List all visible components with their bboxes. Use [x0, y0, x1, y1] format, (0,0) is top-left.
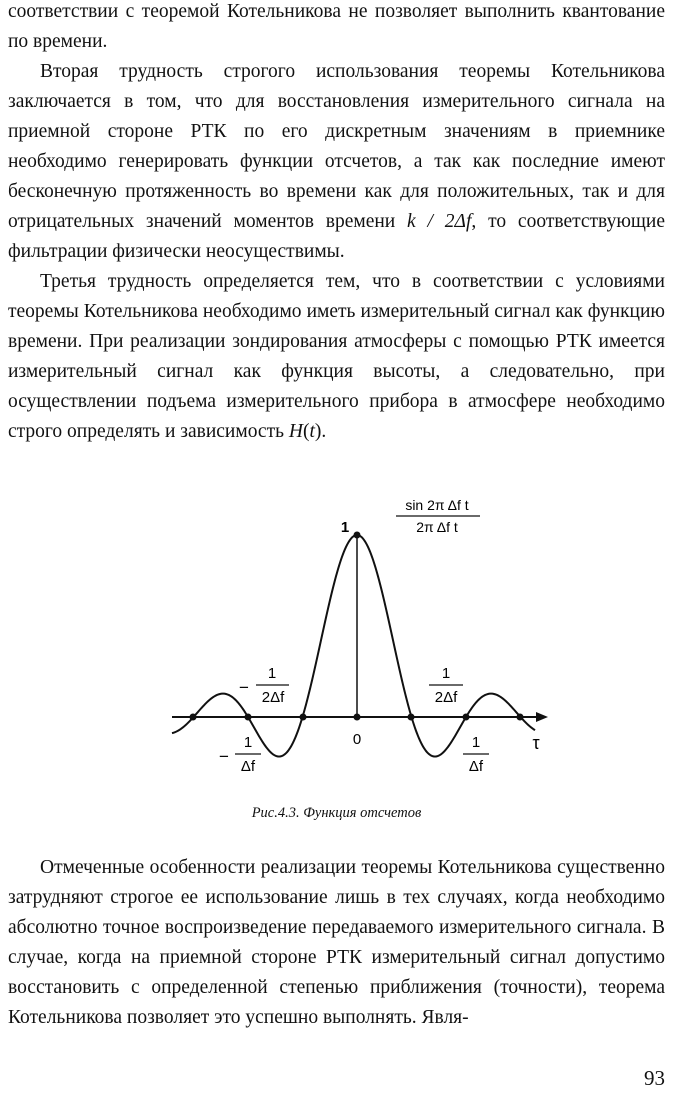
paragraph-second-difficulty-tail: , то соответствующие фильтрации физически неосуществимы. — [8, 211, 665, 262]
minus-sign-outer-left: − — [219, 747, 229, 766]
top-text — [8, 0, 665, 447]
tick-right-outer-numerator: 1 — [471, 734, 481, 751]
curve-label-denominator: 2π Δf t — [416, 519, 458, 535]
peak-dot — [354, 532, 361, 539]
zero-dot-far-left — [190, 714, 197, 721]
tau-label: τ — [532, 733, 540, 753]
formula-h: H — [288, 421, 303, 442]
zero-dot-right-outer — [463, 714, 470, 721]
paragraph-third-difficulty: Третья трудность определяется тем, что в соответствии с условиями теоремы Котельникова необходимо иметь измерительный сигнал как функцию времени. При реализации зондирования атмосферы с помощью РТК имеется измерительный сигнал как функция высоты, а следовательно, при осуществлении подъема измерительного прибора в атмосфере необходимо строго определять и зависимость H(t). — [8, 271, 665, 442]
figure-caption: Рис.4.3. Функция отсчетов — [251, 805, 422, 821]
formula-k-over-2df: k / 2Δf — [407, 211, 472, 232]
tau-axis-arrow — [536, 712, 548, 722]
tick-left-outer-numerator: 1 — [243, 734, 253, 751]
sinc-curve — [172, 535, 535, 757]
tick-left-outer-denominator: Δf — [240, 758, 256, 775]
formula-t: t — [309, 421, 315, 442]
figure-sampling-function — [0, 492, 673, 792]
y-one-label: 1 — [340, 519, 350, 536]
curve-label-numerator: sin 2π Δf t — [405, 497, 469, 513]
tick-left-inner-denominator: 2Δf — [261, 689, 285, 706]
bottom-text — [8, 853, 665, 1033]
paragraph-second-difficulty-text: Вторая трудность строгого использования теоремы Котельникова заключается в том, что для восстановления измерительного сигнала на приемной стороне РТК по его дискретным значениям в приемнике необходимо генерировать функции отсчетов, а так как последние имеют бесконечную протяженность во времени как для положительных, так и для отрицательных значений моментов времени — [8, 61, 665, 232]
tick-left-inner-numerator: 1 — [267, 665, 277, 682]
origin-label: 0 — [352, 731, 362, 748]
page-number: 93 — [644, 1066, 665, 1090]
tick-right-inner-numerator: 1 — [441, 665, 451, 682]
tick-right-inner-denominator: 2Δf — [434, 689, 458, 706]
paragraph-third-difficulty-text: Третья трудность определяется тем, что в соответствии с условиями теоремы Котельникова необходимо иметь измерительный сигнал как функцию времени. При реализации зондирования атмосферы с помощью РТК имеется измерительный сигнал как функция высоты, а следовательно, при осуществлении подъема измерительного прибора в атмосфере необходимо строго определять и зависимость — [8, 271, 665, 442]
zero-dot-left-outer — [245, 714, 252, 721]
paragraph-conclusion: Отмеченные особенности реализации теоремы Котельникова существенно затрудняют строгое ее использование лишь в тех случаях, когда необходимо абсолютно точное воспроизведение передаваемого измерительного сигнала. В случае, когда на приемной стороне РТК измерительный сигнал допустимо восстановить с определенной степенью приближения (точности), теорема Котельникова позволяет это успешно выполнять. Явля- — [8, 857, 665, 1028]
paragraph-second-difficulty — [8, 57, 665, 267]
sinc-plot — [0, 492, 673, 792]
tick-right-outer-denominator: Δf — [468, 758, 484, 775]
minus-sign-inner-left: − — [239, 678, 249, 697]
zero-dot-right-inner — [408, 714, 415, 721]
zero-dot-far-right — [517, 714, 524, 721]
paragraph-continuation: соответствии с теоремой Котельникова не позволяет выполнить квантование по времени. — [8, 1, 665, 52]
zero-dot-left-inner — [300, 714, 307, 721]
zero-dot-origin — [354, 714, 361, 721]
